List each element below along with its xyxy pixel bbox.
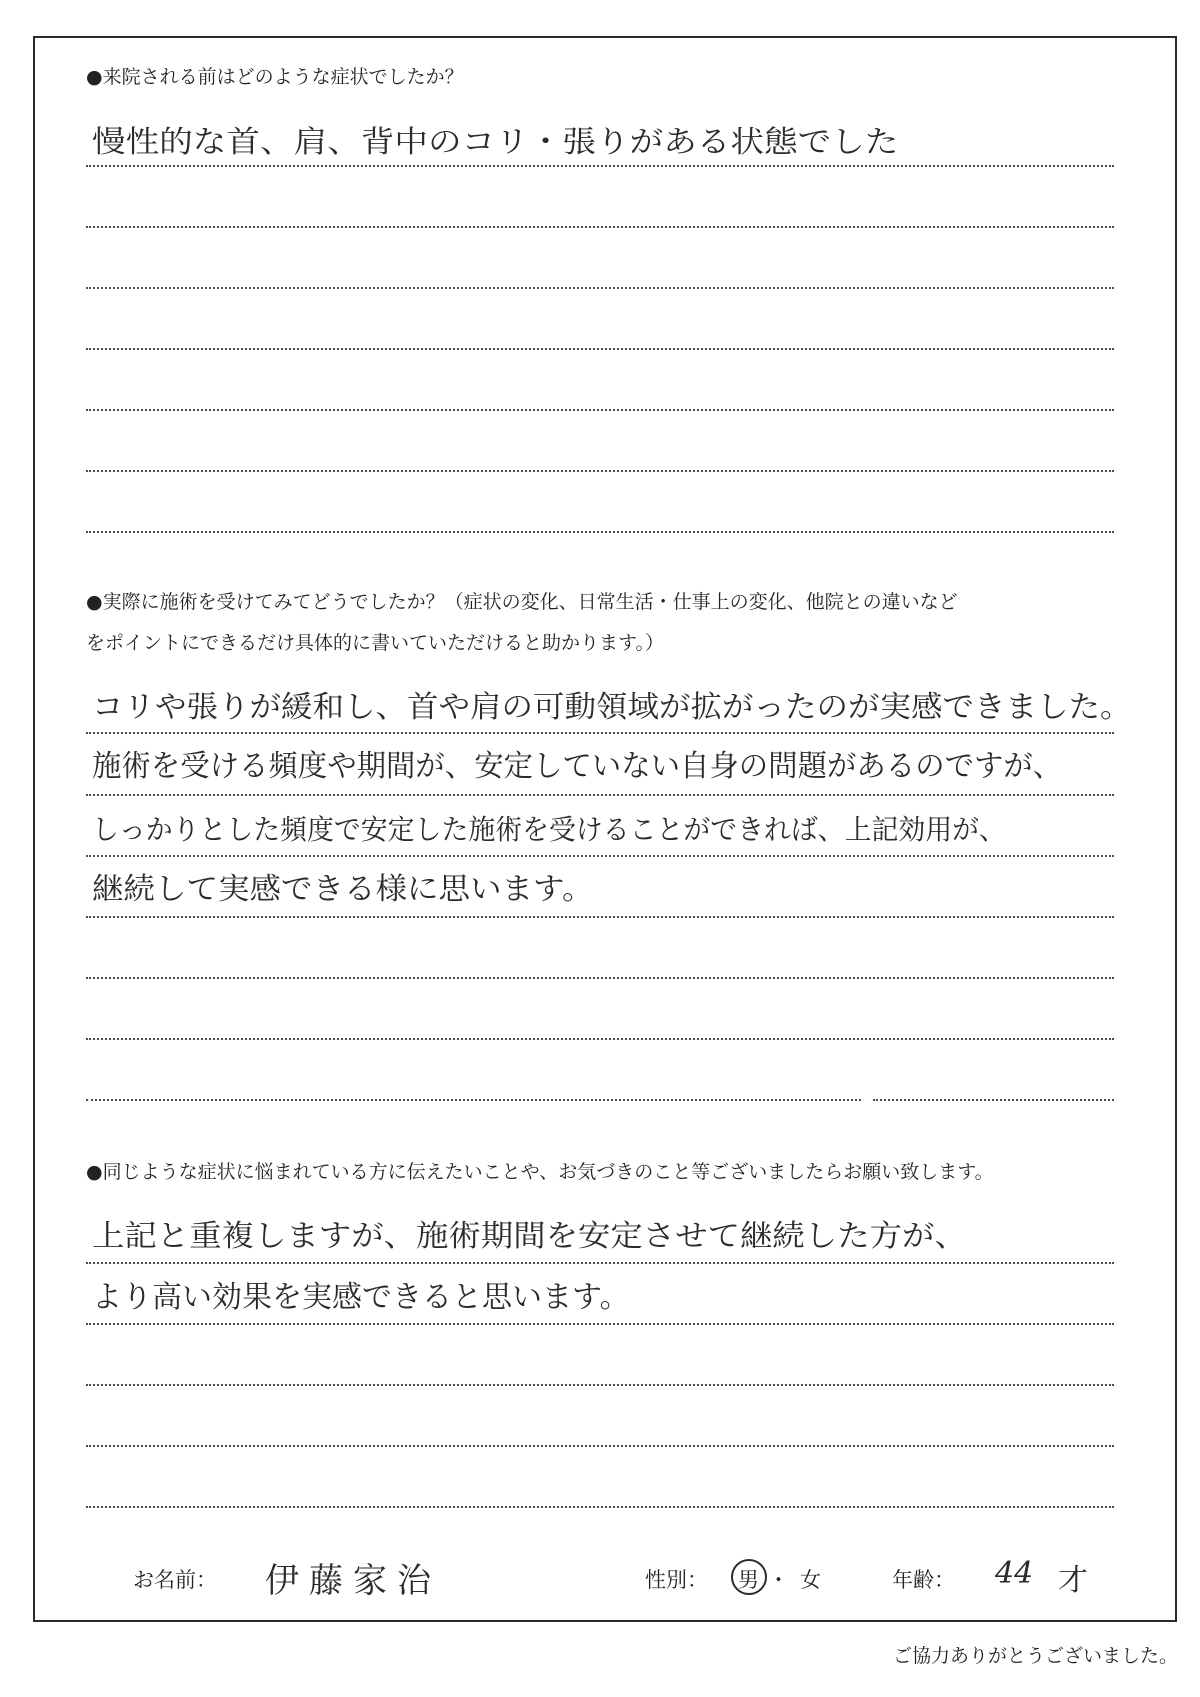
answer-2-ruled-line (86, 916, 1114, 918)
answer-2-ruled-line (86, 1038, 1114, 1040)
name-label: お名前： (133, 1568, 217, 1592)
answer-2-line-1: コリや張りが緩和し、首や肩の可動領域が拡がったのが実感できました。 (92, 690, 1132, 725)
answer-2-ruled-line (873, 1099, 1114, 1101)
gender-option-female: 女 (800, 1568, 821, 1592)
answer-2-ruled-line (86, 1099, 861, 1101)
age-label: 年齢： (892, 1568, 955, 1592)
thanks-note: ご協力ありがとうございました。 (892, 1645, 1178, 1667)
answer-1-line-1: 慢性的な首、肩、背中のコリ・張りがある状態でした (92, 125, 899, 160)
age-value: 44 (995, 1556, 1034, 1591)
answer-3-ruled-line (86, 1323, 1114, 1325)
age-unit: 才 (1058, 1563, 1088, 1598)
answer-2-line-3: しっかりとした頻度で安定した施術を受けることができれば、上記効用が、 (92, 813, 1006, 846)
answer-3-ruled-line (86, 1384, 1114, 1386)
answer-3-ruled-line (86, 1262, 1114, 1264)
answer-1-ruled-line (86, 226, 1114, 228)
gender-option-male: 男 (738, 1568, 759, 1592)
answer-1-ruled-line (86, 409, 1114, 411)
answer-2-ruled-line (86, 794, 1114, 796)
question-2-line-2: をポイントにできるだけ具体的に書いていただけると助かります。） (86, 632, 664, 654)
answer-1-ruled-line (86, 287, 1114, 289)
answer-1-ruled-line (86, 531, 1114, 533)
gender-separator: ・ (768, 1568, 789, 1592)
answer-1-ruled-line (86, 348, 1114, 350)
answer-3-ruled-line (86, 1506, 1114, 1508)
answer-2-line-2: 施術を受ける頻度や期間が、安定していない自身の問題があるのですが、 (92, 749, 1063, 784)
answer-3-line-2: より高い効果を実感できると思います。 (92, 1280, 630, 1315)
answer-3-ruled-line (86, 1445, 1114, 1447)
question-3: ●同じような症状に悩まれている方に伝えたいことや、お気づきのこと等ございましたらお願い致します。 (86, 1161, 994, 1183)
answer-1-ruled-line (86, 470, 1114, 472)
answer-2-ruled-line (86, 855, 1114, 857)
gender-label: 性別： (645, 1568, 708, 1592)
question-1: ●来院される前はどのような症状でしたか？ (86, 66, 464, 88)
answer-1-ruled-line (86, 165, 1114, 167)
name-value: 伊藤家治 (265, 1561, 441, 1601)
answer-3-line-1: 上記と重複しますが、施術期間を安定させて継続した方が、 (92, 1219, 967, 1254)
answer-2-ruled-line (86, 732, 1114, 734)
answer-2-line-4: 継続して実感できる様に思います。 (92, 872, 594, 907)
question-2-line-1: ●実際に施術を受けてみてどうでしたか？（症状の変化、日常生活・仕事上の変化、他院との違いなど (86, 591, 958, 613)
answer-2-ruled-line (86, 977, 1114, 979)
